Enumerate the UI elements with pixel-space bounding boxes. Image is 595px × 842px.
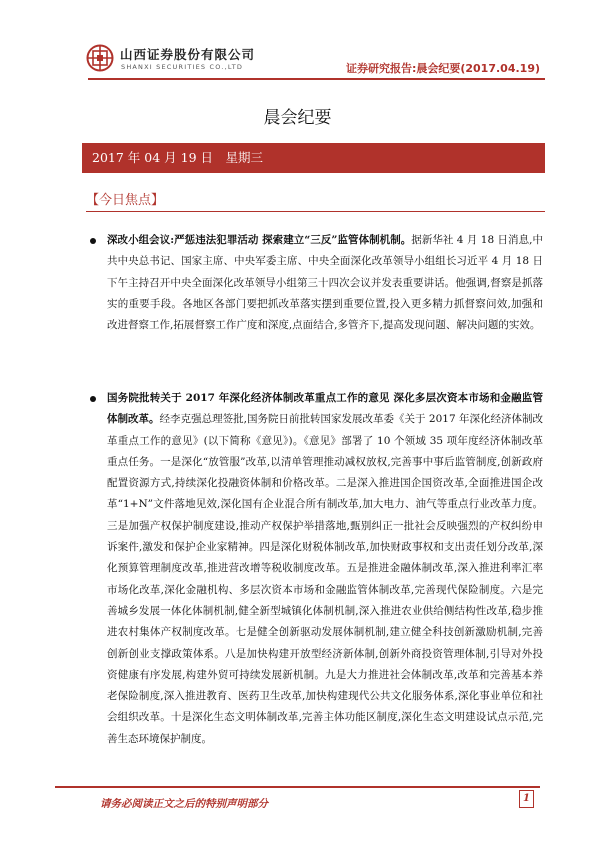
report-title: 证券研究报告:晨会纪要(2017.04.19) — [345, 62, 540, 75]
date-bar: 2017 年 04 月 19 日 星期三 — [82, 143, 545, 173]
news-item-body: 经李克强总理签批,国务院日前批转国家发展改革委《关于 2017 年深化经济体制改革重点工作的意见》(以下简称《意见》)。《意见》部署了 10 个领域 35 项年度经济体制改革重点任务。一是深化“放管服”改革,以清单管理推动减权放权,完善事中事后监管制度,创新政府配置资源方式,持续深化投融资体制和价格改革。二是深入推进国企国资改革,全面推进国企改革“1+N”文件落地见效,深化国有企业混合所有制改革,加大电力、油气等重点行业改革力度。三是加强产权保护制度建设,推动产权保护举措落地,甄别纠正一批社会反映强烈的产权纠纷申诉案件,激发和保护企业家精神。四是深化财税体制改革,加快财政事权和支出责任划分改革,深化预算管理制度改革,推进营改增等税收制度改革。五是推进金融体制改革,深入推进利率汇率市场化改革,深化金融机构、多层次资本市场和金融监管体制改革,完善现代保险制度。六是完善城乡发展一体化体制机制,健全新型城镇化体制机制,深入推进农业供给侧结构性改革,稳步推进农村集体产权制度改革。七是健全创新驱动发展体制机制,建立健全科技创新激励机制,完善创新创业支撑政策体系。八是加快构建开放型经济新体制,创新外商投资管理体制,引导对外投资健康有序发展,构建外贸可持续发展新机制。九是大力推进社会体制改革,改革和完善基本养老保险制度,深入推进教育、医药卫生改革,加快构建现代公共文化服务体系,深化事业单位和社会组织改革。十是深化生态文明体制改革,完善主体功能区制度,深化生态文明建设试点示范,完善生态环境保护制度。 — [107, 413, 544, 745]
footer-divider — [55, 786, 540, 788]
page-number: 1 — [519, 790, 534, 808]
company-name-en: SHANXI SECURITIES CO.,LTD — [121, 63, 244, 71]
news-item-body: 据新华社 4 月 18 日消息,中共中央总书记、国家主席、中央军委主席、中央全面深化改革领导小组组长习近平 4 月 18 日下午主持召开中央全面深化改革领导小组第三十四次会议并发表重要讲话。他强调,督察是抓落实的重要手段。各地区各部门要把抓改革落实摆到重要位置,投入更多精力抓督察问效,加强和改进督察工作,拓展督察工作广度和深度,点面结合,多管齐下,提高发现问题、解决问题的实效。 — [107, 234, 544, 332]
news-item-lead: 国务院批转关于 2017 年深化经济体制改革重点工作的意见 深化多层次资本市场和金融监管体制改革。 — [107, 392, 543, 426]
section-divider — [86, 211, 545, 212]
news-item — [107, 230, 543, 336]
page-title: 晨会纪要 — [263, 108, 332, 128]
disclaimer-note: 请务必阅读正文之后的特别声明部分 — [100, 798, 268, 810]
bullet-icon — [90, 396, 96, 402]
company-name-cn: 山西证券股份有限公司 — [120, 47, 256, 62]
news-item — [107, 388, 543, 750]
news-item-lead: 深改小组会议:严惩违法犯罪活动 探索建立“三反”监管体制机制。 — [107, 234, 412, 246]
section-heading: 【今日焦点】 — [86, 193, 165, 208]
shanxi-securities-logo-icon — [86, 44, 114, 72]
header-divider — [88, 78, 545, 80]
bullet-icon — [90, 238, 96, 244]
